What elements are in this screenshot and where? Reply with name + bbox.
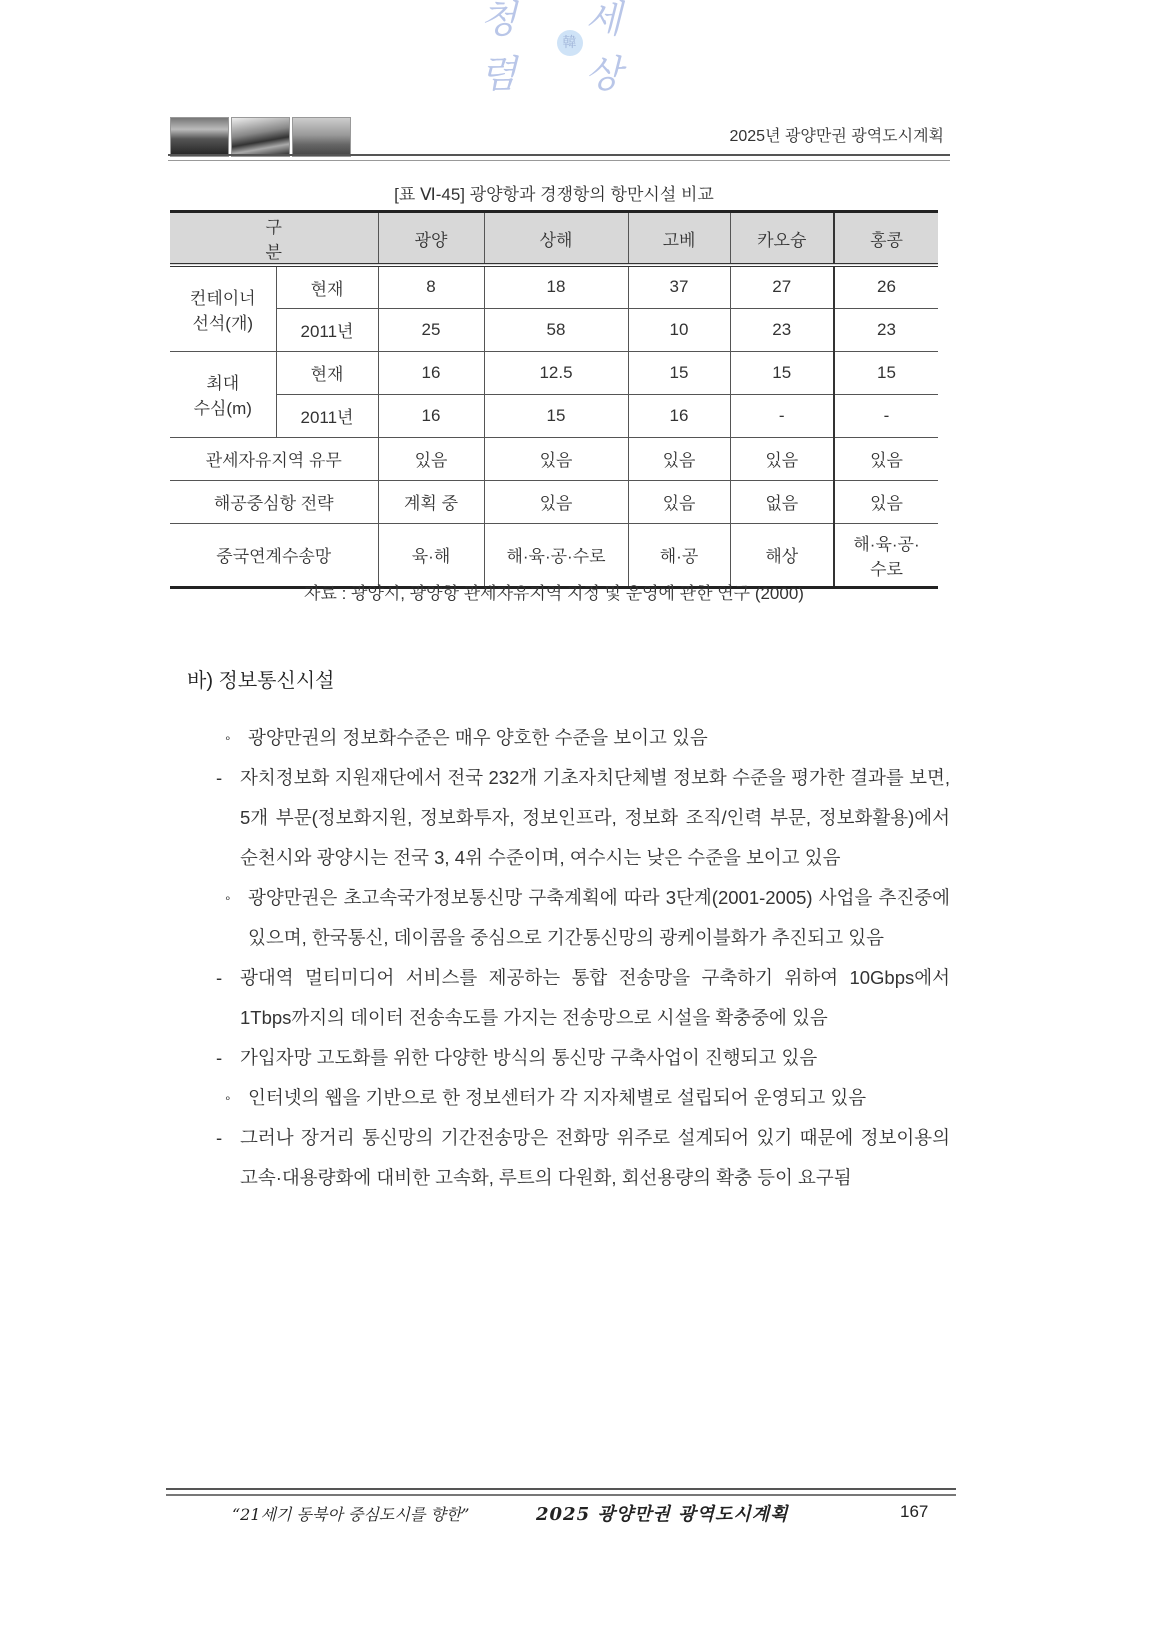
cell: 15 xyxy=(730,351,834,394)
header-photo-strip xyxy=(170,117,351,157)
header-col-kobe: 고베 xyxy=(628,212,730,266)
sub-label: 현재 xyxy=(276,351,378,394)
header-col-gwangyang: 광양 xyxy=(378,212,484,266)
header-photo-sky xyxy=(170,117,229,157)
header-photo-river xyxy=(231,117,290,157)
cell: 있음 xyxy=(834,437,938,480)
table-caption: [표 Ⅵ-45] 광양항과 경쟁항의 항만시설 비교 xyxy=(394,185,714,204)
cell: 8 xyxy=(378,265,484,308)
group-label-line: 최대 xyxy=(206,374,240,393)
paragraph-text: 광대역 멀티미디어 서비스를 제공하는 통합 전송망을 구축하기 위하여 10Gbps에서 1Tbps까지의 데이터 전송속도를 가지는 전송망으로 시설을 확충중에 있음 xyxy=(240,967,950,1028)
cell: 해·육·공·수로 xyxy=(484,523,628,587)
cell: 12.5 xyxy=(484,351,628,394)
paragraph-text: 광양만권의 정보화수준은 매우 양호한 수준을 보이고 있음 xyxy=(248,727,708,748)
header-col-kaohsiung: 카오슝 xyxy=(730,212,834,266)
sub-label: 현재 xyxy=(276,265,378,308)
cell-line: 수로 xyxy=(870,559,903,579)
cell: 해상 xyxy=(730,523,834,587)
bullet-paragraph xyxy=(222,878,950,958)
watermark-logo xyxy=(480,0,660,96)
dash-bullet-icon: - xyxy=(216,767,223,788)
port-comparison-table xyxy=(170,210,938,589)
dash-paragraph xyxy=(208,1038,950,1078)
group-label-line: 컨테이너 xyxy=(189,288,256,308)
dash-bullet-icon: - xyxy=(216,967,223,988)
cell: 있음 xyxy=(628,437,730,480)
header-divider xyxy=(168,154,950,161)
page-number: 167 xyxy=(900,1502,929,1521)
cell: - xyxy=(730,394,834,437)
cell: 26 xyxy=(834,265,938,308)
cell: 23 xyxy=(730,308,834,351)
section-heading: 바) 정보통신시설 xyxy=(187,670,335,692)
table-row xyxy=(170,265,938,308)
cell: 15 xyxy=(484,394,628,437)
paragraph-text: 인터넷의 웹을 기반으로 한 정보센터가 각 지자체별로 설립되어 운영되고 있음 xyxy=(248,1087,867,1108)
cell: 있음 xyxy=(378,437,484,480)
paragraph-text: 자치정보화 지원재단에서 전국 232개 기초자치단체별 정보화 수준을 평가한 결과를 보면, 5개 부문(정보화지원, 정보화투자, 정보인프라, 정보화 조직/인력 부문, 정보화활용)에서 순천시와 광양시는 전국 3, 4위 수준이며, 여수시는 낮은 수준을 보이고 있음 xyxy=(240,767,950,868)
header-photo-port xyxy=(292,117,351,157)
cell: 10 xyxy=(628,308,730,351)
group-label-container-berths xyxy=(170,265,276,351)
cell: 있음 xyxy=(628,480,730,523)
paragraph-text: 그러나 장거리 통신망의 기간전송망은 전화망 위주로 설계되어 있기 때문에 정보이용의 고속·대용량화에 대비한 고속화, 루트의 다원화, 회선용량의 확충 등이 요구됨 xyxy=(240,1127,950,1188)
table-source-note: 자료 : 광양시, 광양항 관세자유지역 지정 및 운영에 관한 연구 (2000) xyxy=(304,584,804,603)
page-footer xyxy=(160,1500,960,1530)
sub-label: 2011년 xyxy=(276,308,378,351)
table-row xyxy=(170,394,938,437)
section-body xyxy=(216,718,950,1198)
table-row xyxy=(170,480,938,523)
cell: 16 xyxy=(378,351,484,394)
header-title: 2025년 광양만권 광역도시계획 xyxy=(729,128,944,145)
table-row xyxy=(170,523,938,587)
cell: 25 xyxy=(378,308,484,351)
cell: 27 xyxy=(730,265,834,308)
dash-paragraph xyxy=(208,758,950,878)
watermark-text-right: 세상 xyxy=(584,0,623,96)
table-header-row xyxy=(170,212,938,266)
footer-divider xyxy=(166,1488,956,1496)
paragraph-text: 광양만권은 초고속국가정보통신망 구축계획에 따라 3단계(2001-2005) 사업을 추진중에 있으며, 한국통신, 데이콤을 중심으로 기간통신망의 광케이블화가 추진되고 있음 xyxy=(248,887,950,948)
header-col-shanghai: 상해 xyxy=(484,212,628,266)
row-label: 중국연계수송망 xyxy=(170,523,378,587)
watermark-text-left: 청렴 xyxy=(480,0,518,96)
row-label: 관세자유지역 유무 xyxy=(170,437,378,480)
footer-plan-title: 2025 광양만권 광역도시계획 xyxy=(536,1504,789,1525)
cell: 18 xyxy=(484,265,628,308)
header-col-hongkong: 홍콩 xyxy=(834,212,938,266)
header-category: 구 분 xyxy=(170,212,378,266)
bullet-paragraph xyxy=(222,1078,950,1118)
cell: 있음 xyxy=(484,480,628,523)
cell: 16 xyxy=(628,394,730,437)
dash-paragraph xyxy=(208,1118,950,1198)
circle-bullet-icon: ∘ xyxy=(224,891,232,905)
circle-bullet-icon: ∘ xyxy=(224,731,232,745)
cell xyxy=(834,523,938,587)
cell: 37 xyxy=(628,265,730,308)
group-label-max-depth xyxy=(170,351,276,437)
table-row xyxy=(170,437,938,480)
paragraph-text: 가입자망 고도화를 위한 다양한 방식의 통신망 구축사업이 진행되고 있음 xyxy=(240,1047,818,1068)
dash-bullet-icon: - xyxy=(216,1047,223,1068)
page-header xyxy=(168,115,950,157)
cell: 16 xyxy=(378,394,484,437)
table-row xyxy=(170,308,938,351)
table-row xyxy=(170,351,938,394)
cell: 있음 xyxy=(834,480,938,523)
sub-label: 2011년 xyxy=(276,394,378,437)
row-label: 해공중심항 전략 xyxy=(170,480,378,523)
cell: 해·공 xyxy=(628,523,730,587)
group-label-line: 선석(개) xyxy=(192,313,254,333)
cell: 육·해 xyxy=(378,523,484,587)
dash-bullet-icon: - xyxy=(216,1127,223,1148)
circle-bullet-icon: ∘ xyxy=(224,1091,232,1105)
cell: 15 xyxy=(834,351,938,394)
cell: 있음 xyxy=(484,437,628,480)
dash-paragraph xyxy=(208,958,950,1038)
cell: 58 xyxy=(484,308,628,351)
cell: - xyxy=(834,394,938,437)
cell: 있음 xyxy=(730,437,834,480)
footer-slogan: “21세기 동북아 중심도시를 향한” xyxy=(232,1505,470,1524)
cell: 없음 xyxy=(730,480,834,523)
cell: 15 xyxy=(628,351,730,394)
cell: 23 xyxy=(834,308,938,351)
cell-line: 해·육·공· xyxy=(853,534,920,554)
bullet-paragraph xyxy=(222,718,950,758)
cell: 계획 중 xyxy=(378,480,484,523)
watermark-hanja-emblem: 韓 xyxy=(557,30,583,56)
group-label-line: 수심(m) xyxy=(193,399,252,418)
